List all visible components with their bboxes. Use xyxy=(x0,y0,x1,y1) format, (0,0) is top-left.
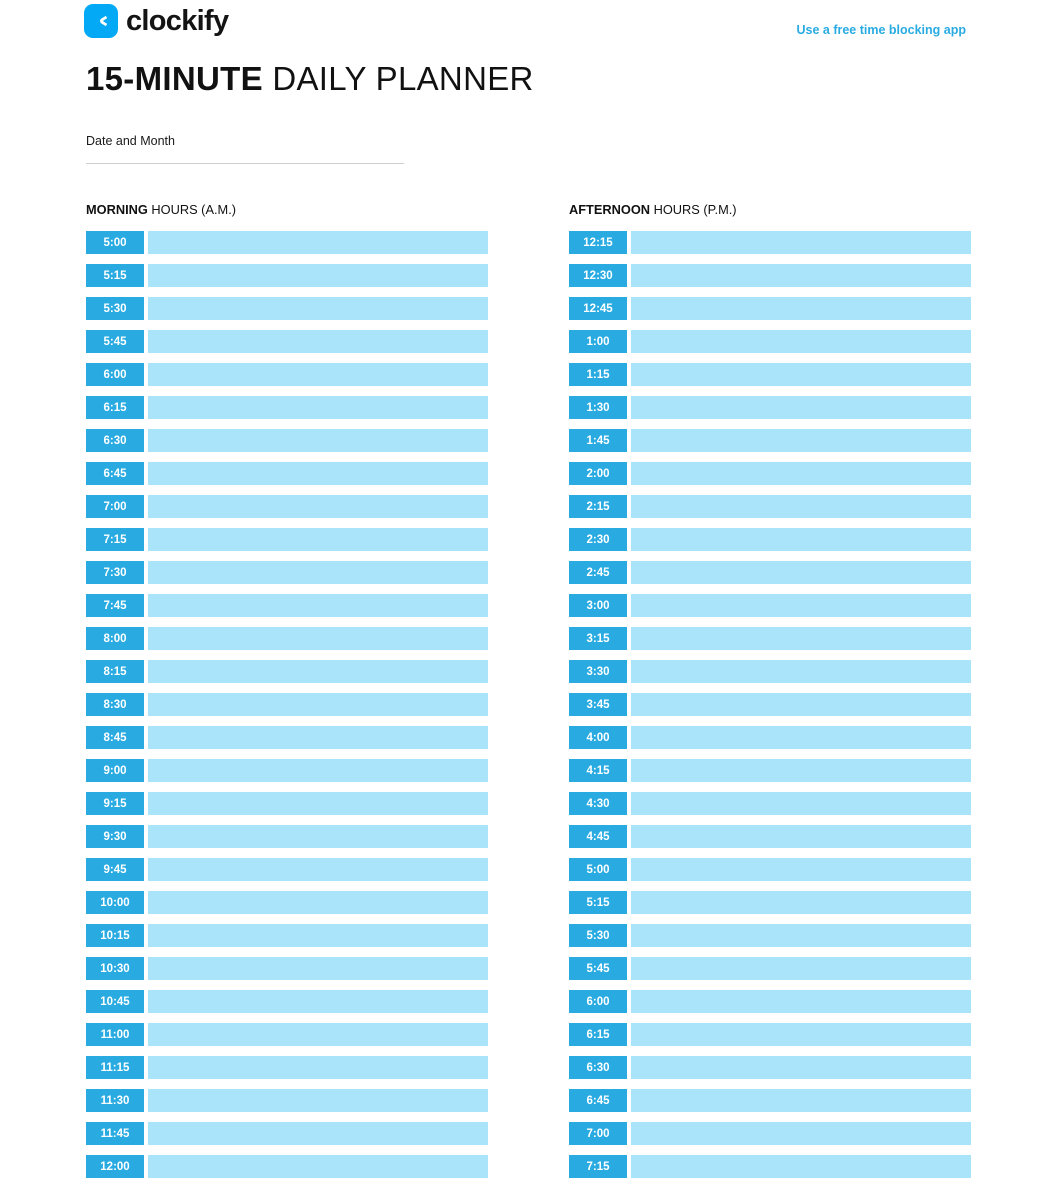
time-slot-entry-field[interactable] xyxy=(631,792,971,815)
time-slot-row xyxy=(569,330,971,353)
time-slot-entry-field[interactable] xyxy=(631,726,971,749)
time-slot-row xyxy=(569,957,971,980)
time-slot-row xyxy=(86,1122,488,1145)
time-slot-entry-field[interactable] xyxy=(631,924,971,947)
time-slot-entry-field[interactable] xyxy=(631,1089,971,1112)
time-slot-label: 10:00 xyxy=(86,891,144,914)
time-slot-entry-field[interactable] xyxy=(631,759,971,782)
time-slot-label: 9:30 xyxy=(86,825,144,848)
time-slot-label: 6:15 xyxy=(86,396,144,419)
time-slot-row xyxy=(86,330,488,353)
time-slot-entry-field[interactable] xyxy=(631,891,971,914)
time-slot-label: 12:15 xyxy=(569,231,627,254)
time-slot-label: 2:00 xyxy=(569,462,627,485)
time-slot-row xyxy=(86,660,488,683)
time-slot-label: 8:45 xyxy=(86,726,144,749)
time-slot-label: 6:30 xyxy=(86,429,144,452)
date-and-month-field[interactable] xyxy=(86,134,404,164)
time-slot-row xyxy=(569,792,971,815)
time-slot-row xyxy=(569,1122,971,1145)
time-slot-entry-field[interactable] xyxy=(148,891,488,914)
time-slot-label: 3:15 xyxy=(569,627,627,650)
time-slot-label: 3:30 xyxy=(569,660,627,683)
time-slot-row xyxy=(569,495,971,518)
afternoon-slot-list xyxy=(569,231,971,1178)
time-slot-row xyxy=(86,594,488,617)
time-slot-row xyxy=(86,1155,488,1178)
time-slot-entry-field[interactable] xyxy=(631,1056,971,1079)
time-slot-label: 11:45 xyxy=(86,1122,144,1145)
time-slot-row xyxy=(86,1023,488,1046)
time-slot-row xyxy=(569,858,971,881)
time-slot-label: 4:45 xyxy=(569,825,627,848)
time-slot-row xyxy=(569,627,971,650)
time-slot-row xyxy=(86,924,488,947)
time-slot-entry-field[interactable] xyxy=(148,1056,488,1079)
time-slot-row xyxy=(86,231,488,254)
time-slot-entry-field[interactable] xyxy=(148,957,488,980)
morning-column xyxy=(86,202,488,1188)
time-slot-label: 10:15 xyxy=(86,924,144,947)
time-slot-row xyxy=(86,693,488,716)
time-slot-label: 9:15 xyxy=(86,792,144,815)
time-slot-label: 5:00 xyxy=(86,231,144,254)
time-slot-entry-field[interactable] xyxy=(631,429,971,452)
time-slot-entry-field[interactable] xyxy=(148,594,488,617)
time-slot-entry-field[interactable] xyxy=(631,825,971,848)
time-slot-entry-field[interactable] xyxy=(148,825,488,848)
time-slot-row xyxy=(569,231,971,254)
time-slot-label: 2:30 xyxy=(569,528,627,551)
brand-name: clockify xyxy=(126,4,229,37)
time-slot-row xyxy=(569,1023,971,1046)
time-slot-entry-field[interactable] xyxy=(631,957,971,980)
time-slot-label: 12:00 xyxy=(86,1155,144,1178)
page-title xyxy=(86,60,534,98)
time-slot-label: 5:30 xyxy=(86,297,144,320)
time-slot-entry-field[interactable] xyxy=(148,990,488,1013)
time-slot-entry-field[interactable] xyxy=(148,726,488,749)
time-slot-label: 6:45 xyxy=(86,462,144,485)
time-slot-row xyxy=(86,891,488,914)
time-slot-row xyxy=(86,957,488,980)
time-slot-row xyxy=(86,528,488,551)
time-slot-entry-field[interactable] xyxy=(631,990,971,1013)
time-slot-entry-field[interactable] xyxy=(148,429,488,452)
time-slot-row xyxy=(569,363,971,386)
time-slot-entry-field[interactable] xyxy=(631,1122,971,1145)
time-slot-row xyxy=(569,594,971,617)
time-slot-row xyxy=(86,1089,488,1112)
afternoon-heading-bold: AFTERNOON xyxy=(569,202,651,217)
time-slot-row xyxy=(569,660,971,683)
time-slot-row xyxy=(569,990,971,1013)
time-slot-label: 9:45 xyxy=(86,858,144,881)
time-slot-entry-field[interactable] xyxy=(631,264,971,287)
time-slot-label: 1:00 xyxy=(569,330,627,353)
time-slot-row xyxy=(86,495,488,518)
time-slot-entry-field[interactable] xyxy=(631,693,971,716)
time-slot-label: 11:00 xyxy=(86,1023,144,1046)
time-slot-entry-field[interactable] xyxy=(631,396,971,419)
time-slot-entry-field[interactable] xyxy=(631,660,971,683)
time-slot-entry-field[interactable] xyxy=(631,594,971,617)
time-slot-label: 4:15 xyxy=(569,759,627,782)
time-slot-row xyxy=(569,924,971,947)
time-slot-label: 5:15 xyxy=(569,891,627,914)
date-and-month-rule[interactable] xyxy=(86,162,404,164)
afternoon-heading xyxy=(569,202,971,217)
time-slot-row xyxy=(569,825,971,848)
time-slot-row xyxy=(86,297,488,320)
time-slot-label: 5:30 xyxy=(569,924,627,947)
time-slot-row xyxy=(569,1089,971,1112)
time-slot-entry-field[interactable] xyxy=(148,528,488,551)
time-slot-label: 6:45 xyxy=(569,1089,627,1112)
time-slot-label: 4:30 xyxy=(569,792,627,815)
time-slot-label: 7:30 xyxy=(86,561,144,584)
time-slot-entry-field[interactable] xyxy=(631,495,971,518)
time-slot-entry-field[interactable] xyxy=(631,561,971,584)
time-slot-label: 5:45 xyxy=(86,330,144,353)
time-slot-entry-field[interactable] xyxy=(148,330,488,353)
date-and-month-label: Date and Month xyxy=(86,134,175,148)
time-slot-row xyxy=(569,429,971,452)
time-slot-entry-field[interactable] xyxy=(148,396,488,419)
time-slot-entry-field[interactable] xyxy=(148,363,488,386)
morning-heading-rest: HOURS (A.M.) xyxy=(147,202,237,217)
time-slot-label: 2:45 xyxy=(569,561,627,584)
time-slot-row xyxy=(569,297,971,320)
time-slot-label: 7:00 xyxy=(569,1122,627,1145)
time-slot-label: 1:45 xyxy=(569,429,627,452)
time-slot-label: 1:30 xyxy=(569,396,627,419)
time-slot-entry-field[interactable] xyxy=(148,627,488,650)
time-slot-row xyxy=(86,396,488,419)
time-slot-entry-field[interactable] xyxy=(148,924,488,947)
time-slot-row xyxy=(569,528,971,551)
time-slot-label: 11:15 xyxy=(86,1056,144,1079)
time-slot-entry-field[interactable] xyxy=(148,1155,488,1178)
time-slot-entry-field[interactable] xyxy=(631,231,971,254)
time-slot-row xyxy=(86,429,488,452)
time-slot-label: 7:45 xyxy=(86,594,144,617)
time-slot-entry-field[interactable] xyxy=(148,297,488,320)
time-slot-entry-field[interactable] xyxy=(148,1122,488,1145)
time-slot-entry-field[interactable] xyxy=(631,1155,971,1178)
time-slot-label: 8:30 xyxy=(86,693,144,716)
time-slot-label: 6:00 xyxy=(86,363,144,386)
time-slot-label: 5:00 xyxy=(569,858,627,881)
time-slot-label: 7:15 xyxy=(86,528,144,551)
clockify-logo-icon xyxy=(84,4,118,38)
time-slot-label: 6:15 xyxy=(569,1023,627,1046)
page-title-rest: DAILY PLANNER xyxy=(262,60,534,97)
time-slot-row xyxy=(86,363,488,386)
time-slot-row xyxy=(569,264,971,287)
time-slot-row xyxy=(86,561,488,584)
brand-logo xyxy=(84,4,228,38)
time-slot-label: 10:45 xyxy=(86,990,144,1013)
time-slot-entry-field[interactable] xyxy=(148,264,488,287)
time-slot-row xyxy=(86,1056,488,1079)
afternoon-heading-rest: HOURS (P.M.) xyxy=(650,202,737,217)
time-slot-entry-field[interactable] xyxy=(148,660,488,683)
time-slot-row xyxy=(569,759,971,782)
time-slot-row xyxy=(569,1056,971,1079)
time-slot-label: 1:15 xyxy=(569,363,627,386)
time-slot-entry-field[interactable] xyxy=(631,363,971,386)
time-slot-entry-field[interactable] xyxy=(631,1023,971,1046)
time-slot-label: 6:00 xyxy=(569,990,627,1013)
time-slot-label: 9:00 xyxy=(86,759,144,782)
time-slot-entry-field[interactable] xyxy=(148,858,488,881)
time-slot-row xyxy=(569,561,971,584)
time-slot-row xyxy=(569,726,971,749)
time-slot-label: 3:00 xyxy=(569,594,627,617)
time-slot-row xyxy=(86,627,488,650)
time-slot-label: 4:00 xyxy=(569,726,627,749)
time-slot-label: 11:30 xyxy=(86,1089,144,1112)
time-slot-row xyxy=(569,396,971,419)
time-slot-row xyxy=(569,462,971,485)
time-slot-label: 6:30 xyxy=(569,1056,627,1079)
time-slot-entry-field[interactable] xyxy=(631,330,971,353)
time-slot-row xyxy=(86,759,488,782)
time-slot-entry-field[interactable] xyxy=(631,528,971,551)
time-slot-row xyxy=(86,990,488,1013)
time-slot-entry-field[interactable] xyxy=(148,792,488,815)
time-slot-row xyxy=(86,726,488,749)
time-slot-entry-field[interactable] xyxy=(148,561,488,584)
time-slot-entry-field[interactable] xyxy=(631,627,971,650)
time-slot-entry-field[interactable] xyxy=(148,495,488,518)
time-slot-label: 7:00 xyxy=(86,495,144,518)
time-slot-entry-field[interactable] xyxy=(631,297,971,320)
time-slot-label: 8:00 xyxy=(86,627,144,650)
time-slot-row xyxy=(86,792,488,815)
time-slot-row xyxy=(86,825,488,848)
time-slot-label: 3:45 xyxy=(569,693,627,716)
time-slot-entry-field[interactable] xyxy=(148,759,488,782)
time-slot-label: 12:30 xyxy=(569,264,627,287)
time-slot-label: 5:45 xyxy=(569,957,627,980)
time-slot-entry-field[interactable] xyxy=(631,462,971,485)
morning-heading xyxy=(86,202,488,217)
page-title-bold: 15-MINUTE xyxy=(86,60,263,97)
morning-heading-bold: MORNING xyxy=(86,202,148,217)
time-slot-label: 7:15 xyxy=(569,1155,627,1178)
time-slot-entry-field[interactable] xyxy=(148,1089,488,1112)
time-slot-row xyxy=(86,462,488,485)
time-slot-row xyxy=(569,693,971,716)
time-slot-entry-field[interactable] xyxy=(148,231,488,254)
time-slot-entry-field[interactable] xyxy=(631,858,971,881)
time-slot-row xyxy=(569,1155,971,1178)
morning-slot-list xyxy=(86,231,488,1178)
time-slot-label: 5:15 xyxy=(86,264,144,287)
time-slot-label: 8:15 xyxy=(86,660,144,683)
time-slot-row xyxy=(86,264,488,287)
time-blocking-app-link[interactable]: Use a free time blocking app xyxy=(796,23,966,37)
time-slot-row xyxy=(569,891,971,914)
time-slot-entry-field[interactable] xyxy=(148,462,488,485)
time-slot-entry-field[interactable] xyxy=(148,1023,488,1046)
time-slot-label: 10:30 xyxy=(86,957,144,980)
time-slot-row xyxy=(86,858,488,881)
time-slot-label: 2:15 xyxy=(569,495,627,518)
time-slot-label: 12:45 xyxy=(569,297,627,320)
afternoon-column xyxy=(569,202,971,1188)
time-slot-entry-field[interactable] xyxy=(148,693,488,716)
page-header xyxy=(0,0,1052,52)
